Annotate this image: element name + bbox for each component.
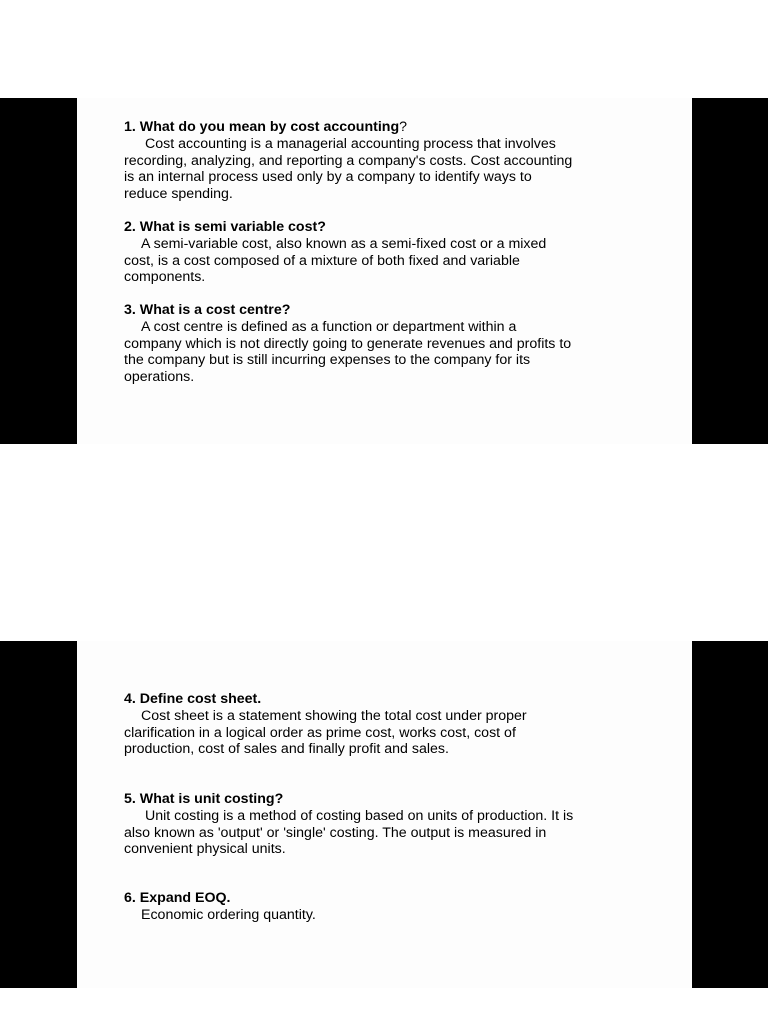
question-number: 4. [124,691,136,707]
slide-2-content [77,641,692,988]
question-2 [124,219,574,236]
qa-item-3 [124,302,574,386]
question-text: What do you mean by cost accounting [139,119,400,135]
question-5 [124,791,574,808]
qa-item-1 [124,119,574,203]
slide-1 [0,98,768,444]
question-4 [124,691,574,708]
question-number: 5. [124,791,136,807]
question-text: What is semi variable cost? [139,219,326,235]
qa-item-2 [124,219,574,286]
answer-1 [124,136,574,203]
qa-item-6 [124,890,574,924]
slide-1-content [77,98,692,444]
question-number: 2. [124,219,136,235]
question-3 [124,302,574,319]
answer-text: A cost centre is defined as a function or department within a company which is not directly going to generate revenues and profits to the company but is still incurring expenses to the company for its operations. [124,318,572,386]
answer-text: Cost sheet is a statement showing the total cost under proper clarification in a logical order as prime cost, works cost, cost of production, cost of sales and finally profit and sales. [124,707,527,758]
answer-4 [124,708,574,758]
answer-5 [124,808,574,858]
question-text: What is unit costing? [139,791,284,807]
answer-6 [124,907,574,924]
answer-text: Unit costing is a method of costing based on units of production. It is also known as 'output' or 'single' costing. The output is measured in convenient physical units. [124,807,574,858]
question-number: 1. [124,119,136,135]
question-number: 6. [124,890,136,906]
question-1 [124,119,574,136]
question-text: Define cost sheet. [139,691,262,707]
qa-item-4 [124,691,574,758]
answer-text: Cost accounting is a managerial accounting process that involves recording, analyzing, and reporting a company's costs. Cost accounting is an internal process used only by a company to identify ways to reduce spending. [124,135,573,203]
answer-3 [124,319,574,386]
question-number: 3. [124,302,136,318]
answer-2 [124,236,574,286]
slide-2 [0,641,768,988]
question-text: What is a cost centre? [139,302,291,318]
answer-text: Economic ordering quantity. [141,906,316,923]
answer-text: A semi-variable cost, also known as a semi-fixed cost or a mixed cost, is a cost composed of a mixture of both fixed and variable components. [124,235,547,286]
question-suffix: ? [399,119,408,135]
question-text: Expand EOQ. [139,890,231,906]
qa-item-5 [124,791,574,858]
question-6 [124,890,574,907]
